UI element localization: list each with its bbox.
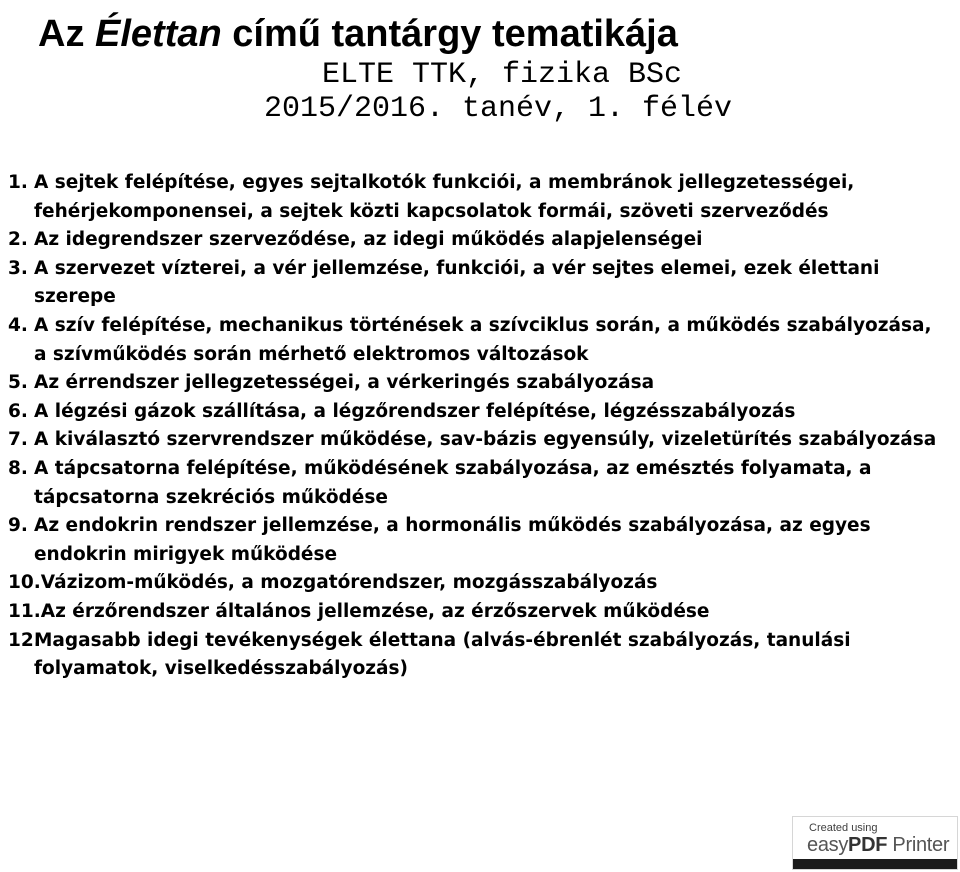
topic-text: Vázizom-működés, a mozgatórendszer, mozgásszabályozás [40,572,658,594]
topic-item [8,398,948,427]
topic-number: 1. [8,172,28,193]
topic-number: 8. [8,457,28,479]
topic-text: Az érzőrendszer általános jellemzése, az érzőszervek működése [40,600,710,622]
watermark-footer-bar [793,859,957,869]
topic-item [8,169,948,226]
title-subject: Élettan [95,13,222,55]
topic-item [8,426,948,455]
logo-easy: easy [807,834,849,856]
topic-item [8,312,948,369]
topic-number: 3. [8,257,28,279]
topic-number: 12. [8,629,41,651]
topic-text: Az endokrin rendszer jellemzése, a hormonális működés szabályozása, az egyes endokrin mirigyek működése [34,515,871,565]
topic-number: 2. [8,229,28,251]
topic-item [8,226,948,255]
watermark-caption: Created using [809,822,878,834]
topic-item [8,598,948,627]
topic-number: 5. [8,372,28,394]
topic-number: 9. [8,515,28,537]
logo-pdf: PDF [848,834,888,856]
topic-item [8,455,948,512]
document-title [38,10,678,58]
topic-number: 10. [8,572,41,594]
topic-item [8,569,948,598]
topic-item [8,255,948,312]
title-prefix: Az [38,13,95,55]
topic-number: 4. [8,314,28,336]
topic-text: A kiválasztó szervrendszer működése, sav-bázis egyensúly, vizeletürítés szabályozása [34,429,937,451]
topic-text: Az érrendszer jellegzetességei, a vérkeringés szabályozása [34,372,655,394]
topic-number: 7. [8,429,28,451]
topic-number: 6. [8,400,28,422]
topic-number: 11. [8,600,41,622]
easypdf-logo [807,834,949,857]
topic-text: A szervezet vízterei, a vér jellemzése, funkciói, a vér sejtes elemei, ezek élettani szerepe [34,257,880,308]
topic-item [8,512,948,569]
topic-text: Az idegrendszer szerveződése, az idegi működés alapjelenségei [34,229,703,251]
logo-printer: Printer [887,834,950,856]
topic-text: A szív felépítése, mechanikus történések a szívciklus során, a működés szabályozása, a szívműködés során mérhető elektromos változások [34,314,932,365]
title-suffix: című tantárgy tematikája [221,13,678,55]
topic-text: A tápcsatorna felépítése, működésének szabályozása, az emésztés folyamata, a tápcsatorna szekréciós működése [34,457,872,508]
topic-text: Magasabb idegi tevékenységek élettana (alvás-ébrenlét szabályozás, tanulási folyamatok, viselkedésszabályozás) [34,629,851,680]
topic-text: A sejtek felépítése, egyes sejtalkotók funkciói, a membránok jellegzetességei, fehérjekomponensei, a sejtek közti kapcsolatok formái, szöveti szerveződés [34,172,855,222]
subtitle-program: ELTE TTK, fizika BSc [321,58,683,92]
topic-list [8,169,948,684]
subtitle-semester: 2015/2016. tanév, 1. félév [263,92,733,126]
topic-text: A légzési gázok szállítása, a légzőrendszer felépítése, légzésszabályozás [34,400,796,422]
topic-item [8,627,948,684]
topic-item [8,369,948,398]
easypdf-watermark [792,816,958,870]
